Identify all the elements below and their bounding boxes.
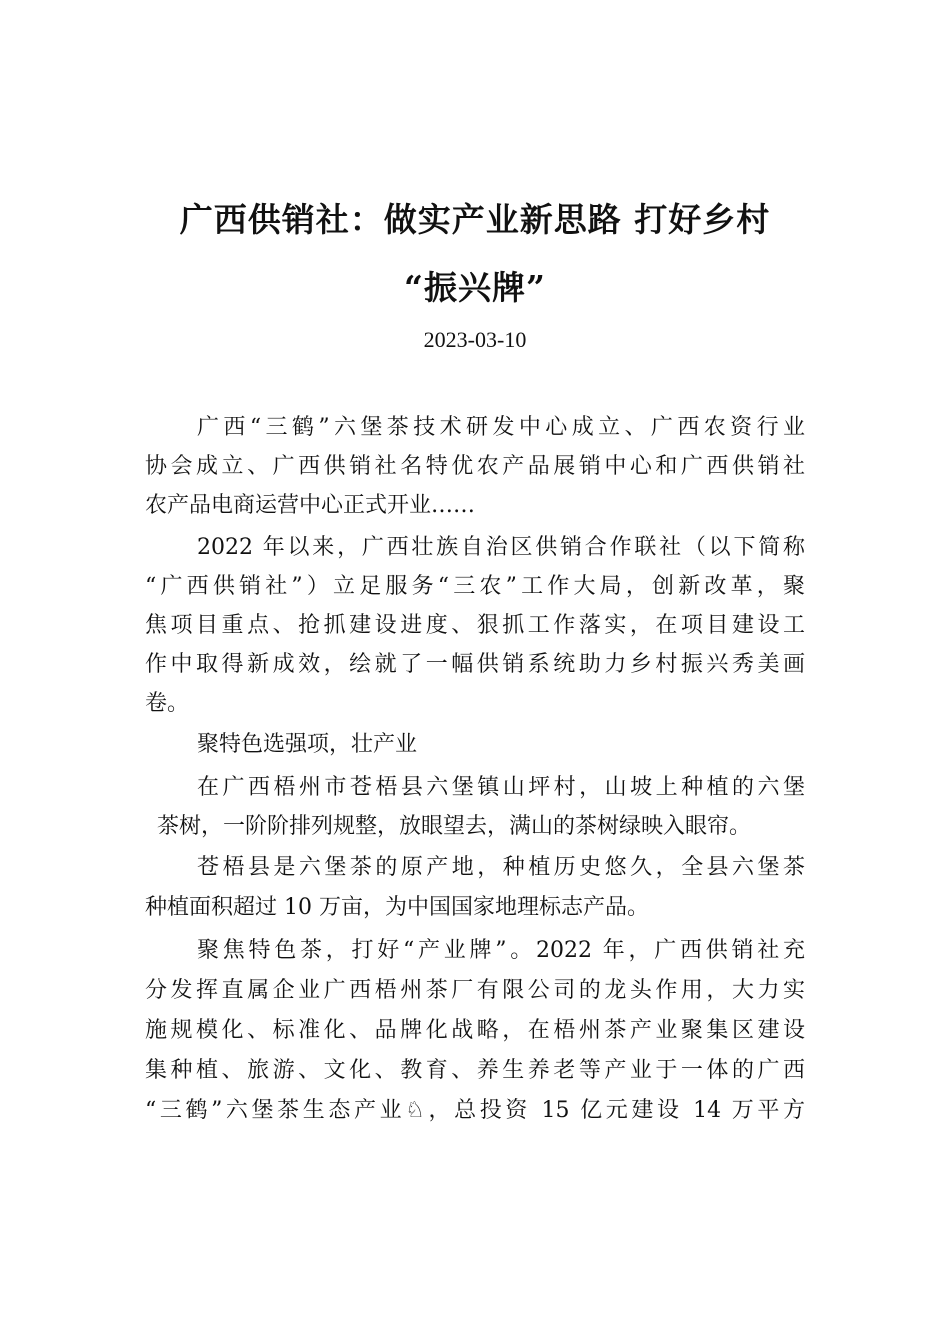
body-line: 种植面积超过 10 万亩，为中国国家地理标志产品。 [145, 895, 649, 920]
article-title-line-1: 广西供销社：做实产业新思路 打好乡村 [179, 200, 771, 239]
body-line: “三鹤”六堡茶生态产业♘，总投资 15 亿元建设 14 万平方 [145, 1098, 805, 1123]
body-line: 卷。 [145, 691, 190, 716]
body-line: “广西供销社”）立足服务“三农”工作大局，创新改革，聚 [145, 574, 805, 599]
body-line: 集种植、旅游、文化、教育、养生养老等产业于一体的广西 [145, 1058, 805, 1083]
body-line: 茶树，一阶阶排列规整，放眼望去，满山的茶树绿映入眼帘。 [157, 814, 752, 839]
body-line: 广西“三鹤”六堡茶技术研发中心成立、广西农资行业 [197, 415, 805, 440]
body-line: 苍梧县是六堡茶的原产地，种植历史悠久，全县六堡茶 [197, 855, 805, 880]
body-line: 农产品电商运营中心正式开业…… [145, 493, 476, 518]
body-line: 协会成立、广西供销社名特优农产品展销中心和广西供销社 [145, 454, 805, 479]
article-title-line-2: “振兴牌” [404, 268, 546, 307]
body-line: 聚焦特色茶，打好“产业牌”。2022 年，广西供销社充 [197, 938, 805, 963]
body-line: 焦项目重点、抢抓建设进度、狠抓工作落实，在项目建设工 [145, 613, 805, 638]
body-line: 施规模化、标准化、品牌化战略，在梧州茶产业聚集区建设 [145, 1018, 805, 1043]
section-heading: 聚特色选强项，壮产业 [197, 732, 418, 757]
body-line: 作中取得新成效，绘就了一幅供销系统助力乡村振兴秀美画 [145, 652, 805, 677]
body-line: 2022 年以来，广西壮族自治区供销合作联社（以下简称 [197, 535, 805, 560]
article-date: 2023-03-10 [423, 327, 527, 352]
body-line: 在广西梧州市苍梧县六堡镇山坪村，山坡上种植的六堡 [197, 775, 805, 800]
body-line: 分发挥直属企业广西梧州茶厂有限公司的龙头作用，大力实 [145, 978, 805, 1003]
